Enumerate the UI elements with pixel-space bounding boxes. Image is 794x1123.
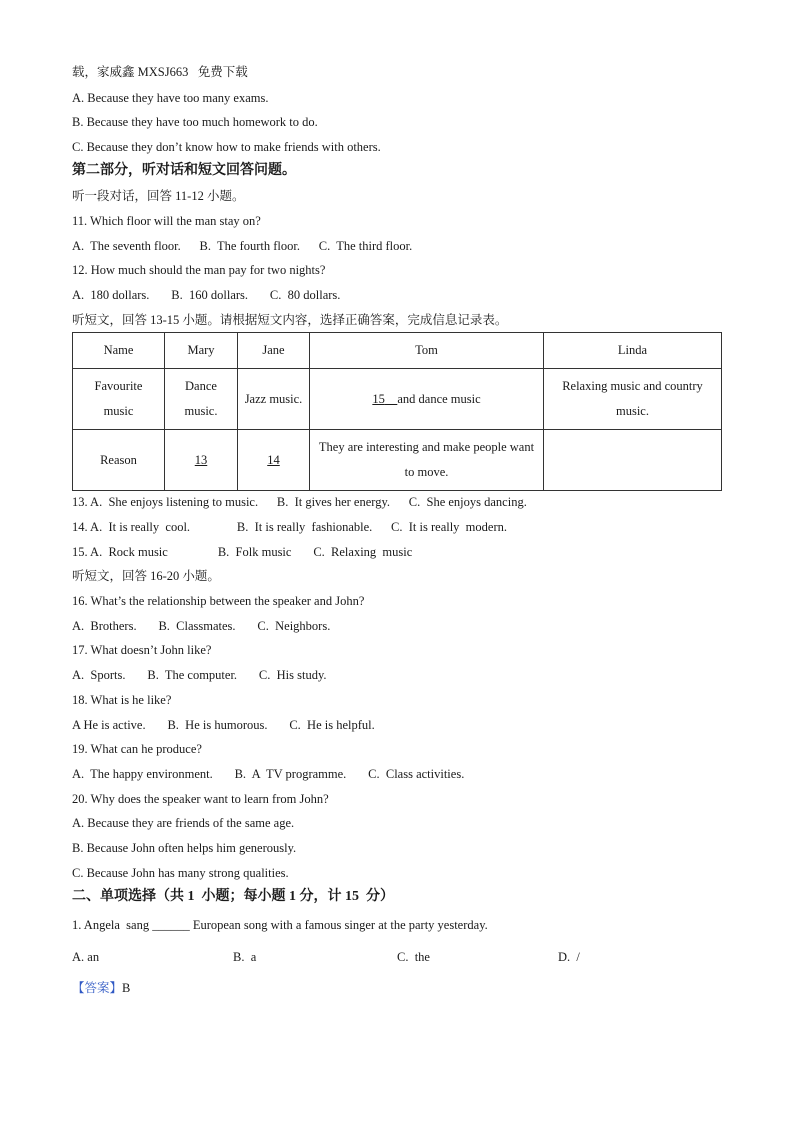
question-16-options: A. Brothers. B. Classmates. C. Neighbors. bbox=[72, 619, 331, 633]
question-20-option-b: B. Because John often helps him generously. bbox=[72, 841, 297, 855]
mc-option-c: C. the bbox=[397, 950, 430, 964]
table-header-cell: Jane bbox=[238, 333, 310, 369]
table-row bbox=[73, 369, 722, 430]
question-20-option-a: A. Because they are friends of the same age. bbox=[72, 816, 295, 830]
table-cell: Favourite music bbox=[73, 369, 165, 430]
section-heading-part2: 第二部分，听对话和短文回答问题。 bbox=[72, 163, 296, 178]
question-16: 16. What’s the relationship between the speaker and John? bbox=[72, 594, 365, 608]
table-row bbox=[73, 333, 722, 369]
table-cell bbox=[310, 369, 544, 430]
mc-option-b: B. a bbox=[233, 950, 257, 964]
blank-text: and dance music bbox=[397, 391, 481, 406]
option-b: B. Because they have too much homework to do. bbox=[72, 115, 318, 129]
table-cell bbox=[544, 430, 722, 491]
option-c: C. Because they don’t know how to make friends with others. bbox=[72, 140, 381, 154]
question-19-options: A. The happy environment. B. A TV programme. C. Class activities. bbox=[72, 767, 465, 781]
table-cell: Dance music. bbox=[165, 369, 238, 430]
blank-14: 14 bbox=[267, 452, 280, 467]
table-cell: Jazz music. bbox=[238, 369, 310, 430]
question-20: 20. Why does the speaker want to learn from John? bbox=[72, 792, 329, 806]
table-cell: Reason bbox=[73, 430, 165, 491]
table-cell: Relaxing music and country music. bbox=[544, 369, 722, 430]
blank-13: 13 bbox=[194, 452, 208, 467]
instruction-passage-2: 听短文，回答 16-20 小题。 bbox=[72, 569, 220, 583]
question-20-option-c: C. Because John has many strong qualities. bbox=[72, 866, 289, 880]
header-text: 载，家威鑫 MXSJ663 免费下载 bbox=[72, 65, 248, 79]
answer-line bbox=[72, 980, 130, 996]
instruction-dialogue: 听一段对话，回答 11-12 小题。 bbox=[72, 189, 245, 203]
question-14: 14. A. It is really cool. B. It is really fashionable. C. It is really modern. bbox=[72, 520, 507, 534]
question-17: 17. What doesn’t John like? bbox=[72, 643, 212, 657]
answer-value: B bbox=[122, 981, 131, 995]
blank-15 bbox=[372, 392, 397, 406]
question-18-options: A He is active. B. He is humorous. C. He is helpful. bbox=[72, 718, 375, 732]
table-row bbox=[73, 430, 722, 491]
mc-option-d: D. / bbox=[558, 950, 580, 964]
option-a: A. Because they have too many exams. bbox=[72, 91, 269, 105]
question-13: 13. A. She enjoys listening to music. B. It gives her energy. C. She enjoys dancing. bbox=[72, 495, 527, 509]
section-heading-single-choice: 二、单项选择（共 1 小题；每小题 1 分，计 15 分） bbox=[72, 889, 394, 904]
table-cell bbox=[238, 430, 310, 491]
table-cell bbox=[165, 430, 238, 491]
table-header-cell: Tom bbox=[310, 333, 544, 369]
info-record-table bbox=[72, 332, 722, 491]
question-15: 15. A. Rock music B. Folk music C. Relaxing music bbox=[72, 545, 413, 559]
question-11: 11. Which floor will the man stay on? bbox=[72, 214, 261, 228]
question-11-options: A. The seventh floor. B. The fourth floor. C. The third floor. bbox=[72, 239, 413, 253]
table-header-cell: Name bbox=[73, 333, 165, 369]
mc-option-a: A. an bbox=[72, 950, 100, 964]
table-header-cell: Mary bbox=[165, 333, 238, 369]
question-19: 19. What can he produce? bbox=[72, 742, 202, 756]
instruction-passage-1: 听短文，回答 13-15 小题。请根据短文内容，选择正确答案，完成信息记录表。 bbox=[72, 313, 508, 327]
table-header-cell: Linda bbox=[544, 333, 722, 369]
question-12-options: A. 180 dollars. B. 160 dollars. C. 80 dollars. bbox=[72, 288, 341, 302]
blank-number: 15 bbox=[372, 391, 385, 406]
question-12: 12. How much should the man pay for two nights? bbox=[72, 263, 326, 277]
answer-tag: 【答案】 bbox=[72, 981, 123, 995]
question-18: 18. What is he like? bbox=[72, 693, 172, 707]
table-cell: They are interesting and make people want to move. bbox=[310, 430, 544, 491]
question-17-options: A. Sports. B. The computer. C. His study. bbox=[72, 668, 327, 682]
mc-question-1: 1. Angela sang ______ European song with a famous singer at the party yesterday. bbox=[72, 918, 488, 932]
